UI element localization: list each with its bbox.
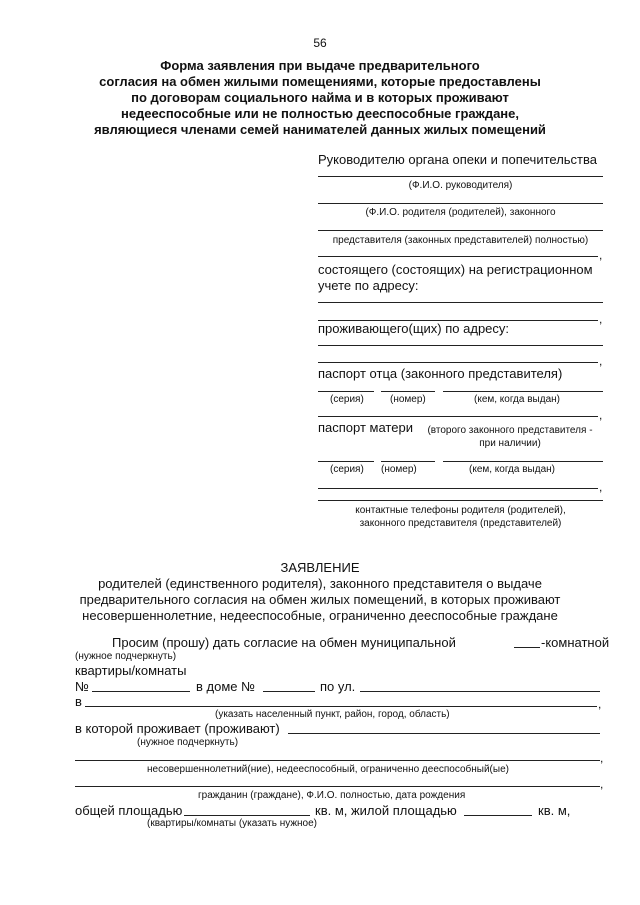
statement-subtitle-line: несовершеннолетние, недееспособные, ограниченно дееспособные граждане [82,608,558,623]
parent-fio-caption-2: представителя (законных представителей) полностью) [332,235,589,246]
father-number-caption: (номер) [390,394,426,405]
street-line[interactable] [360,691,600,692]
phones-line[interactable] [318,500,603,501]
apartment-room-label: квартиры/комнаты [75,663,187,678]
comma: , [599,480,603,494]
father-issued-caption: (кем, когда выдан) [474,394,560,405]
form-title-line: согласия на обмен жилыми помещениями, которые предоставлены [99,74,541,89]
comma: , [599,408,603,422]
mother-number-line[interactable] [381,461,435,462]
mother-series-line[interactable] [318,461,374,462]
mother-note-line-2: при наличии) [479,438,541,449]
residing-address-line-2[interactable] [318,362,598,363]
registered-address-line-1[interactable] [318,302,603,303]
living-area-label: кв. м, жилой площадью [315,803,457,818]
mother-number-caption: (номер) [381,464,417,475]
comma: , [599,312,603,326]
mother-series-caption: (серия) [330,464,364,475]
total-area-line[interactable] [184,815,310,816]
total-area-label: общей площадью [75,803,183,818]
registered-label [318,262,593,294]
area-note: (квартиры/комнаты (указать нужное) [147,818,318,829]
form-title-line: Форма заявления при выдаче предварительного [160,58,480,73]
registered-line-1: состоящего (состоящих) на регистрационном [318,262,593,277]
mother-passport-label: паспорт матери [318,420,413,435]
room-suffix: -комнатной [541,635,610,650]
father-series-caption: (серия) [330,394,364,405]
father-issued-line[interactable] [443,391,603,392]
father-series-line[interactable] [318,391,374,392]
form-title [60,58,580,138]
house-number-line[interactable] [263,691,315,692]
sq-m-label: кв. м, [538,803,571,818]
comma: , [598,697,602,711]
comma: , [600,777,604,791]
room-count-line[interactable] [514,647,540,648]
in-house-label: в доме № [196,679,256,694]
residing-label: проживающего(щих) по адресу: [318,321,510,336]
underline-note-2: (нужное подчеркнуть) [137,737,239,748]
head-name-line[interactable] [318,176,603,177]
minor-note: несовершеннолетний(ние), недееспособный, ограниченно дееспособный(ые) [147,764,509,775]
residents-line-2[interactable] [75,760,600,761]
comma: , [599,248,603,262]
addressee-to: Руководителю органа опеки и попечительства [318,152,597,167]
mother-passport-extra-line[interactable] [318,488,598,489]
living-area-line[interactable] [464,815,532,816]
citizen-note: гражданин (граждане), Ф.И.О. полностью, дата рождения [198,790,466,801]
parent-name-line-3[interactable] [318,256,598,257]
in-label: в [75,694,82,709]
parent-name-line-1[interactable] [318,203,603,204]
page-number: 56 [313,36,327,50]
phones-caption-line-2: законного представителя (представителей) [359,518,562,529]
father-passport-label: паспорт отца (законного представителя) [318,366,563,381]
statement-subtitle-line: предварительного согласия на обмен жилых помещений, в которых проживают [79,592,561,607]
registered-line-2: учете по адресу: [318,278,419,293]
locality-note: (указать населенный пункт, район, город, область) [215,709,450,720]
mother-passport-note [415,424,605,450]
mother-note-line-1: (второго законного представителя - [427,425,593,436]
form-title-line: по договорам социального найма и в которых проживают [131,90,509,105]
father-number-line[interactable] [381,391,435,392]
statement-subtitle [40,576,600,624]
comma: , [600,751,604,765]
apartment-number-line[interactable] [92,691,190,692]
lives-in-label: в которой проживает (проживают) [75,721,280,736]
father-passport-extra-line[interactable] [318,416,598,417]
statement-heading: ЗАЯВЛЕНИЕ [280,560,360,575]
form-title-line: недееспособные или не полностью дееспособные граждане, [120,106,520,121]
mother-issued-line[interactable] [443,461,603,462]
locality-line[interactable] [85,706,597,707]
residents-line-1[interactable] [288,733,600,734]
request-text: Просим (прошу) дать согласие на обмен муниципальной [112,635,456,650]
head-fio-caption: (Ф.И.О. руководителя) [408,180,513,191]
phones-caption [318,504,603,530]
number-sign: № [75,679,89,694]
residing-address-line-1[interactable] [318,345,603,346]
phones-caption-line-1: контактные телефоны родителя (родителей), [355,505,566,516]
parent-name-line-2[interactable] [318,230,603,231]
mother-issued-caption: (кем, когда выдан) [469,464,555,475]
residents-line-3[interactable] [75,786,600,787]
form-title-line: являющиеся членами семей нанимателей данных жилых помещений [94,122,546,137]
street-label: по ул. [320,679,356,694]
underline-note: (нужное подчеркнуть) [75,651,177,662]
statement-subtitle-line: родителей (единственного родителя), законного представителя о выдаче [98,576,542,591]
parent-fio-caption-1: (Ф.И.О. родителя (родителей), законного [365,207,556,218]
comma: , [599,354,603,368]
